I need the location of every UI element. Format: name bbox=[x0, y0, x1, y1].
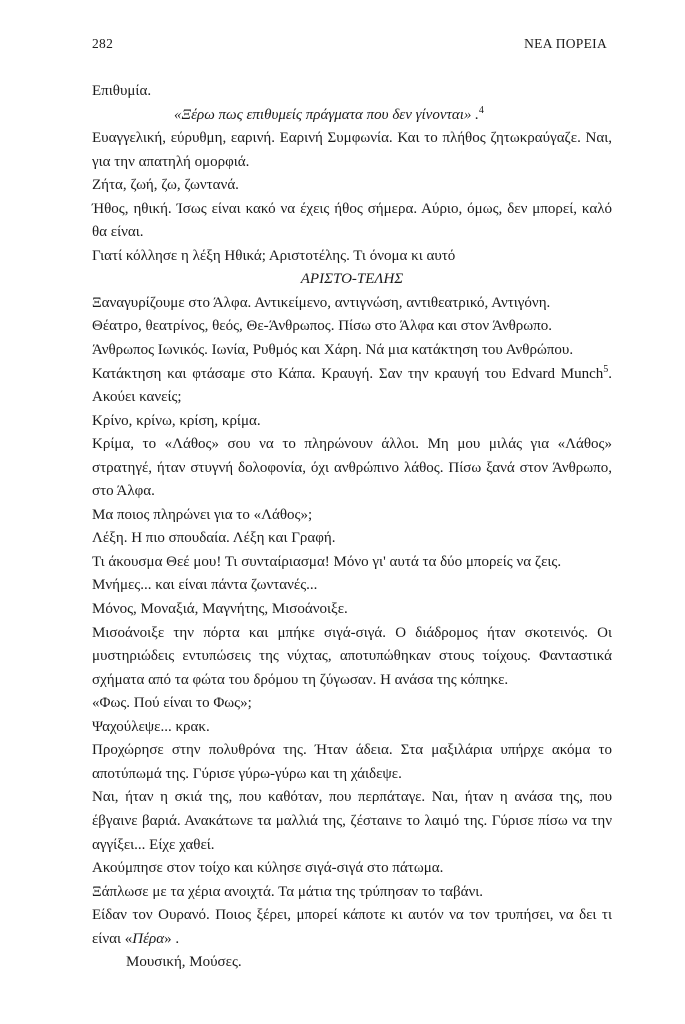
paragraph: Ευαγγελική, εύρυθμη, εαρινή. Εαρινή Συμφωνία. Και το πλήθος ζητωκραύγαζε. Ναι, για την απατηλή ομορφιά. bbox=[92, 130, 612, 170]
paragraph: Λέξη. Η πιο σπουδαία. Λέξη και Γραφή. bbox=[92, 530, 336, 547]
paragraph: Γιατί κόλλησε η λέξη Ηθικά; Αριστοτέλης. Τι όνομα κι αυτό bbox=[92, 247, 456, 264]
paragraph: Μισοάνοιξε την πόρτα και μπήκε σιγά-σιγά. Ο διάδρομος ήταν σκοτεινός. Οι μυστηριώδεις εντυπώσεις της νύχτας, αποτυπώθηκαν στους τοίχους. Φανταστικά σχήματα από τα φώτα του δρόμου τη ζύγωσαν. Η ανάσα της κόπηκε. bbox=[92, 624, 612, 688]
running-title: ΝΕΑ ΠΟΡΕΙΑ bbox=[524, 36, 607, 51]
paragraph: Ακούμπησε στον τοίχο και κύλησε σιγά-σιγά στο πάτωμα. bbox=[92, 860, 444, 877]
paragraph bbox=[92, 904, 612, 951]
footnote-ref-4: 4 bbox=[478, 104, 484, 116]
page-body bbox=[92, 80, 612, 975]
paragraph: Ζήτα, ζωή, ζω, ζωντανά. bbox=[92, 177, 239, 194]
paragraph: Μνήμες... και είναι πάντα ζωντανές... bbox=[92, 577, 318, 594]
paragraph: Ήθος, ηθική. Ίσως είναι κακό να έχεις ήθος σήμερα. Αύριο, όμως, δεν μπορεί, καλό θα είναι. bbox=[92, 200, 612, 241]
epigraph-quote bbox=[92, 104, 612, 128]
paragraph bbox=[92, 363, 612, 410]
paragraph: Κρίνο, κρίνω, κρίση, κρίμα. bbox=[92, 412, 261, 429]
paragraph: Μόνος, Μοναξιά, Μαγνήτης, Μισοάνοιξε. bbox=[92, 601, 348, 618]
paragraph: Επιθυμία. bbox=[92, 83, 152, 99]
paragraph-text: Είδαν τον Ουρανό. Ποιος ξέρει, μπορεί κάποτε κι αυτόν να τον τρυπήσει, να δει τι είναι « bbox=[92, 907, 612, 947]
paragraph: Ναι, ήταν η σκιά της, που καθόταν, που περπάταγε. Ναι, ήταν η ανάσα της, που έβγαινε βαριά. Ανακάτωνε τα μαλλιά της, ζέσταινε το λαιμό της. Γύρισε πίσω να την αγγίξει... Είχε χαθεί. bbox=[92, 789, 612, 853]
paragraph: Άνθρωπος Ιωνικός. Ιωνία, Ρυθμός και Χάρη. Νά μια κατάκτηση του Ανθρώπου. bbox=[92, 342, 574, 359]
paragraph-text: . Ακούει κανείς; bbox=[92, 365, 612, 406]
paragraph-text: » . bbox=[164, 930, 180, 947]
page-header bbox=[92, 36, 607, 52]
paragraph: Ψαχούλεψε... κρακ. bbox=[92, 718, 210, 735]
paragraph-text: Κατάκτηση και φτάσαμε στο Κάπα. Κραυγή. Σαν την κραυγή του Edvard Munch bbox=[92, 365, 604, 382]
quote-text: «Ξέρω πως επιθυμείς πράγματα που δεν γίνονται» . bbox=[174, 106, 479, 123]
closing-line: Μουσική, Μούσες. bbox=[126, 954, 242, 971]
paragraph: Θέατρο, θεατρίνος, θεός, Θε-Άνθρωπος. Πίσω στο Άλφα και στον Άνθρωπο. bbox=[92, 318, 552, 335]
footnote-ref-5: 5 bbox=[603, 363, 609, 375]
page-number: 282 bbox=[92, 36, 114, 51]
paragraph: Ξαναγυρίζουμε στο Άλφα. Αντικείμενο, αντιγνώση, αντιθεατρικό, Αντιγόνη. bbox=[92, 294, 551, 311]
paragraph: Κρίμα, το «Λάθος» σου να το πληρώνουν άλλοι. Μη μου μιλάς για «Λάθος» στρατηγέ, ήταν στυγνή δολοφονία, όχι ανθρώπινο λάθος. Πίσω ξανά στον Άνθρωπο, στο Άλφα. bbox=[92, 436, 612, 500]
paragraph: «Φως. Πού είναι το Φως»; bbox=[92, 695, 252, 712]
paragraph: Μα ποιος πληρώνει για το «Λάθος»; bbox=[92, 506, 313, 523]
paragraph: Προχώρησε στην πολυθρόνα της. Ήταν άδεια. Στα μαξιλάρια υπήρχε ακόμα το αποτύπωμά της. Γύρισε γύρω-γύρω και τη χάιδεψε. bbox=[92, 742, 612, 782]
centered-name: ΑΡΙΣΤΟ-ΤΕΛΗΣ bbox=[300, 271, 404, 288]
italic-word: Πέρα bbox=[132, 930, 165, 947]
paragraph: Τι άκουσμα Θεέ μου! Τι συνταίριασμα! Μόνο γι' αυτά τα δύο μπορείς να ζεις. bbox=[92, 553, 562, 570]
paragraph: Ξάπλωσε με τα χέρια ανοιχτά. Τα μάτια της τρύπησαν το ταβάνι. bbox=[92, 883, 484, 900]
